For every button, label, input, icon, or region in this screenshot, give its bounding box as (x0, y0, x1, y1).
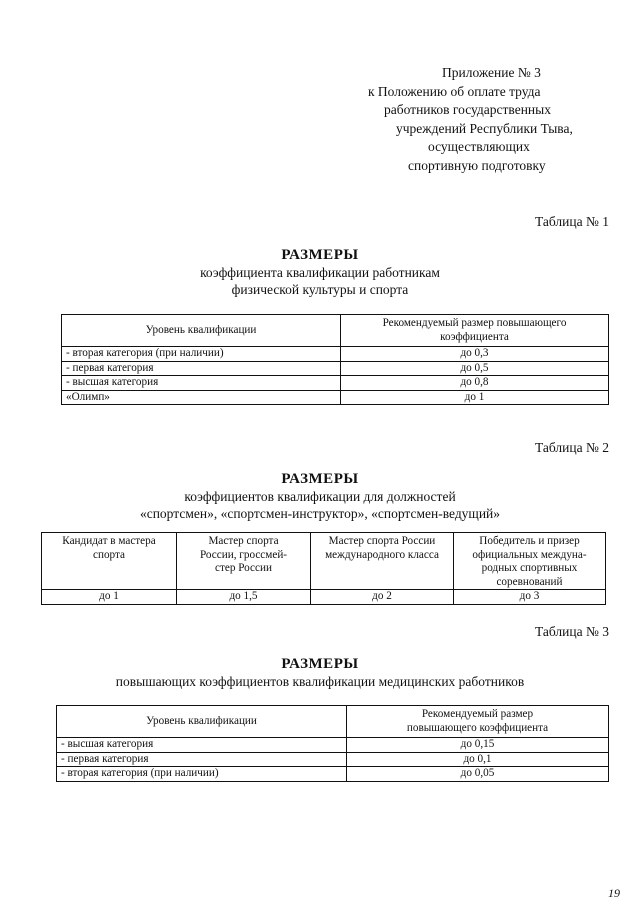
table1-header-value: Рекомендуемый размер повышающего коэффициента (341, 315, 609, 347)
page-number: 19 (608, 886, 620, 900)
table3 (56, 705, 609, 782)
table1-subtitle-line: физической культуры и спорта (231, 282, 409, 297)
table2-header-line: России, гроссмей- (199, 548, 288, 561)
appendix-line: к Положению об оплате труда (368, 83, 541, 99)
table3-title: РАЗМЕРЫ (281, 656, 359, 672)
table2-title: РАЗМЕРЫ (281, 471, 359, 487)
table3-header-value: Рекомендуемый размер повышающего коэффициента (347, 706, 609, 738)
table1-header-row (62, 315, 609, 347)
table3-heading (0, 656, 640, 690)
table3-value-cell: до 0,15 (347, 738, 609, 753)
table2-value-cell: до 1,5 (177, 590, 311, 605)
table1-subtitle-line: коэффициента квалификации работникам (200, 265, 440, 280)
table2-header-cell (454, 533, 606, 590)
appendix-line: работников государственных (384, 102, 551, 118)
table2-header-row (42, 533, 606, 590)
table3-value-cell: до 0,05 (347, 767, 609, 782)
table2-header-line: международного класса (325, 548, 439, 561)
table3-header-row (57, 706, 609, 738)
table1-level-cell: - высшая категория (62, 376, 341, 391)
table2 (41, 532, 606, 605)
table-row (62, 390, 609, 405)
table1-level-cell: «Олимп» (62, 390, 341, 405)
table-row (57, 752, 609, 767)
table1-header-level: Уровень квалификации (62, 315, 341, 347)
table3-level-cell: - вторая категория (при наличии) (57, 767, 347, 782)
table2-value-cell: до 2 (311, 590, 454, 605)
appendix-header (360, 64, 640, 176)
table2-header-cell (177, 533, 311, 590)
table2-subtitle-line: коэффициентов квалификации для должностей (184, 489, 456, 504)
table2-header-line: стер России (215, 562, 272, 574)
table2-header-cell (42, 533, 177, 590)
table3-label: Таблица № 3 (535, 624, 609, 639)
table2-header-line: Мастер спорта России (328, 535, 436, 547)
appendix-line: Приложение № 3 (442, 65, 541, 80)
table2-header-cell (311, 533, 454, 590)
appendix-line: учреждений Республики Тыва, (396, 120, 573, 136)
table2-value-cell: до 1 (42, 590, 177, 605)
table2-header-line: Мастер спорта (208, 535, 279, 547)
table-row (42, 590, 606, 605)
table-row (57, 767, 609, 782)
table2-header-line: Кандидат в мастера (62, 535, 156, 547)
table2-header-line: официальных междуна- (472, 548, 587, 561)
table2-header-line: спорта (93, 548, 125, 561)
table2-label: Таблица № 2 (535, 440, 609, 455)
table1-title: РАЗМЕРЫ (281, 247, 359, 263)
table1 (61, 314, 609, 405)
table3-level-cell: - высшая категория (57, 738, 347, 753)
table2-header-line: соревнований (496, 575, 563, 588)
table-row (62, 376, 609, 391)
table2-value-cell: до 3 (454, 590, 606, 605)
table1-value-cell: до 0,5 (341, 361, 609, 376)
appendix-line: спортивную подготовку (408, 157, 546, 173)
appendix-line: осуществляющих (428, 139, 530, 155)
table-row (57, 738, 609, 753)
table3-subtitle-line: повышающих коэффициентов квалификации медицинских работников (115, 674, 525, 689)
table2-header-line: Победитель и призер (479, 535, 580, 547)
table-row (62, 361, 609, 376)
table1-level-cell: - вторая категория (при наличии) (62, 347, 341, 362)
table1-heading (0, 247, 640, 298)
table1-label: Таблица № 1 (535, 214, 609, 229)
table2-header-line: родных спортивных (481, 562, 578, 574)
table3-header-level: Уровень квалификации (57, 706, 347, 738)
table1-level-cell: - первая категория (62, 361, 341, 376)
table2-subtitle-line: «спортсмен», «спортсмен-инструктор», «спортсмен-ведущий» (139, 506, 501, 521)
table-row (62, 347, 609, 362)
table1-value-cell: до 0,8 (341, 376, 609, 391)
table1-value-cell: до 0,3 (341, 347, 609, 362)
table2-heading (0, 471, 640, 522)
table3-value-cell: до 0,1 (347, 752, 609, 767)
table1-value-cell: до 1 (341, 390, 609, 405)
table3-level-cell: - первая категория (57, 752, 347, 767)
